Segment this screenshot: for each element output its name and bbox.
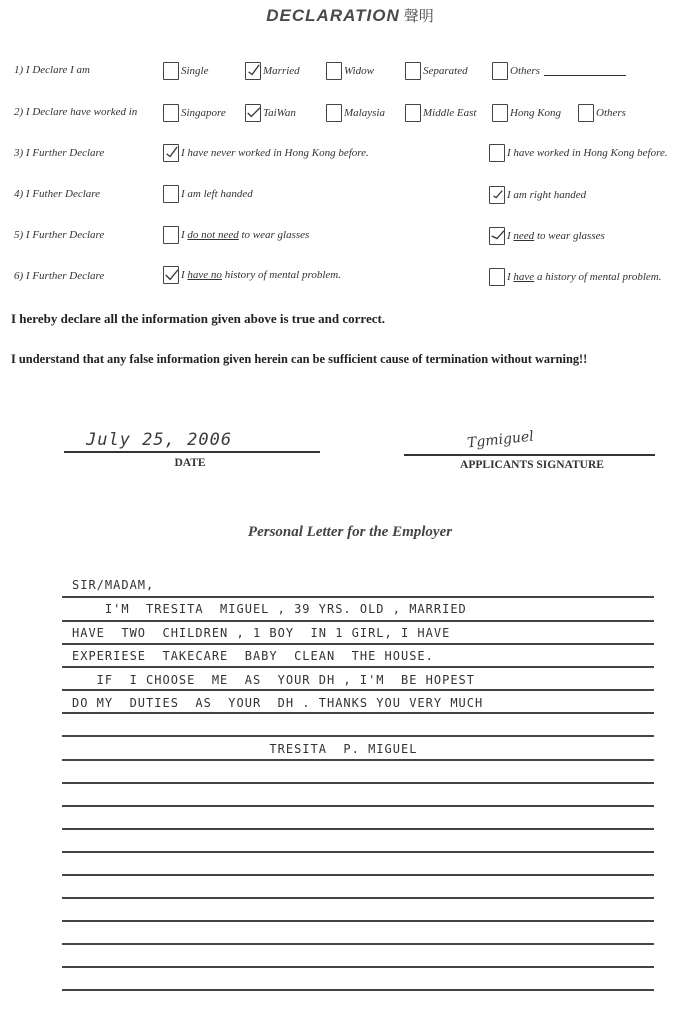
option-no-glasses[interactable] (163, 226, 309, 244)
checkbox-middle-east[interactable] (405, 104, 421, 122)
checkbox-single[interactable] (163, 62, 179, 80)
option-label: I have worked in Hong Kong before. (507, 147, 668, 159)
ruled-line (62, 759, 654, 761)
option-label: Separated (423, 65, 468, 77)
option-label: Middle East (423, 107, 477, 119)
checkbox-hong-kong[interactable] (492, 104, 508, 122)
checkbox-left-handed[interactable] (163, 185, 179, 203)
letter-line: DO MY DUTIES AS YOUR DH . THANKS YOU VERY MUCH (72, 696, 484, 710)
label-prefix: I (507, 271, 514, 283)
date-handwritten: July 25, 2006 (86, 430, 233, 450)
checkbox-married[interactable] (245, 62, 261, 80)
declaration-title (0, 5, 700, 26)
letter-line: EXPERIESE TAKECARE BABY CLEAN THE HOUSE. (72, 649, 434, 663)
checkbox-separated[interactable] (405, 62, 421, 80)
option-separated[interactable] (405, 62, 468, 80)
ruled-line (62, 805, 654, 807)
ruled-line (62, 897, 654, 899)
checkbox-need-glasses[interactable] (489, 227, 505, 245)
title-text: DECLARATION (266, 6, 400, 25)
label-underlined: have no (187, 269, 222, 281)
row-label-worked-in: 2) I Declare have worked in (14, 106, 138, 118)
letter-line: I'M TRESITA MIGUEL , 39 YRS. OLD , MARRIED (72, 602, 467, 616)
option-label: Hong Kong (510, 107, 562, 119)
checkmark-icon (490, 228, 504, 244)
ruled-line (62, 735, 654, 737)
ruled-line (62, 643, 654, 645)
label-underlined: have (513, 271, 535, 283)
ruled-line (62, 851, 654, 853)
ruled-line (62, 828, 654, 830)
signature-line[interactable] (404, 454, 655, 456)
option-mental-history[interactable] (489, 268, 662, 286)
ruled-line (62, 596, 654, 598)
checkbox-right-handed[interactable] (489, 186, 505, 204)
checkbox-mental-history[interactable] (489, 268, 505, 286)
ruled-line (62, 989, 654, 991)
row-label-glasses: 5) I Further Declare (14, 229, 105, 241)
checkmark-icon (164, 267, 178, 283)
label-suffix: history of mental problem. (221, 269, 341, 281)
option-label: Singapore (181, 107, 226, 119)
ruled-line (62, 920, 654, 922)
label-suffix: to wear glasses (238, 229, 310, 241)
row-label-handedness: 4) I Futher Declare (14, 188, 101, 200)
row-label-mental-history: 6) I Further Declare (14, 270, 105, 282)
checkbox-others-status[interactable] (492, 62, 508, 80)
ruled-line (62, 943, 654, 945)
option-label: TaiWan (263, 107, 296, 119)
checkbox-widow[interactable] (326, 62, 342, 80)
checkmark-icon (246, 105, 260, 121)
option-label: I am right handed (507, 189, 587, 201)
option-label: Single (181, 65, 209, 77)
option-others-country[interactable] (578, 104, 626, 122)
ruled-line (62, 689, 654, 691)
title-cjk-text: 聲明 (403, 8, 434, 25)
ruled-line (62, 966, 654, 968)
checkbox-no-glasses[interactable] (163, 226, 179, 244)
option-need-glasses[interactable] (489, 227, 605, 245)
applicant-signature: Tgmiguel (466, 428, 535, 452)
option-others-status[interactable] (492, 62, 626, 80)
checkbox-never-worked-hk[interactable] (163, 144, 179, 162)
ruled-line (62, 874, 654, 876)
statement-true-correct: I hereby declare all the information given above is true and correct. (11, 311, 386, 326)
date-label: DATE (174, 457, 206, 469)
label-prefix: I (181, 269, 188, 281)
option-no-mental-history[interactable] (163, 266, 341, 284)
letter-title: Personal Letter for the Employer (247, 524, 453, 540)
option-label (181, 229, 309, 241)
option-label: I have never worked in Hong Kong before. (181, 147, 369, 159)
option-label: Widow (344, 65, 374, 77)
letter-line: SIR/MADAM, (72, 578, 155, 592)
ruled-line (62, 782, 654, 784)
checkbox-others-country[interactable] (578, 104, 594, 122)
option-label (181, 269, 341, 281)
option-singapore[interactable] (163, 104, 226, 122)
label-underlined: do not need (187, 229, 239, 241)
option-label (507, 271, 662, 283)
checkbox-worked-hk[interactable] (489, 144, 505, 162)
letter-line: IF I CHOOSE ME AS YOUR DH , I'M BE HOPEST (72, 673, 476, 687)
checkbox-malaysia[interactable] (326, 104, 342, 122)
checkmark-icon (490, 187, 504, 203)
option-single[interactable] (163, 62, 209, 80)
option-worked-hk[interactable] (489, 144, 668, 162)
letter-line: TRESITA P. MIGUEL (72, 742, 418, 756)
option-never-worked-hk[interactable] (163, 144, 369, 162)
label-suffix: to wear glasses (534, 230, 605, 242)
others-blank-line[interactable] (544, 66, 626, 76)
option-left-handed[interactable] (163, 185, 253, 203)
option-label: Married (263, 65, 300, 77)
checkbox-taiwan[interactable] (245, 104, 261, 122)
checkmark-icon (246, 63, 260, 79)
option-married[interactable] (245, 62, 300, 80)
checkmark-icon (164, 145, 178, 161)
option-label: Others (596, 107, 626, 119)
checkbox-no-mental-history[interactable] (163, 266, 179, 284)
row-label-marital-status: 1) I Declare I am (14, 64, 90, 76)
option-label: I am left handed (181, 188, 253, 200)
label-underlined: need (513, 230, 535, 242)
option-label: Others (510, 65, 540, 77)
date-line[interactable] (64, 451, 320, 453)
option-malaysia[interactable] (326, 104, 385, 122)
ruled-line (62, 712, 654, 714)
option-label (507, 230, 605, 242)
checkbox-singapore[interactable] (163, 104, 179, 122)
option-hong-kong[interactable] (492, 104, 561, 122)
label-prefix: I (507, 230, 514, 242)
statement-false-info: I understand that any false information given herein can be sufficient cause of termination without warning!! (11, 352, 588, 366)
label-prefix: I (181, 229, 188, 241)
ruled-line (62, 666, 654, 668)
signature-label: APPLICANTS SIGNATURE (460, 459, 604, 471)
option-middle-east[interactable] (405, 104, 476, 122)
label-suffix: a history of mental problem. (534, 271, 662, 283)
letter-line: HAVE TWO CHILDREN , 1 BOY IN 1 GIRL, I HAVE (72, 626, 451, 640)
ruled-line (62, 620, 654, 622)
row-label-hk-experience: 3) I Further Declare (14, 147, 105, 159)
option-right-handed[interactable] (489, 186, 586, 204)
option-taiwan[interactable] (245, 104, 296, 122)
option-widow[interactable] (326, 62, 374, 80)
option-label: Malaysia (344, 107, 385, 119)
